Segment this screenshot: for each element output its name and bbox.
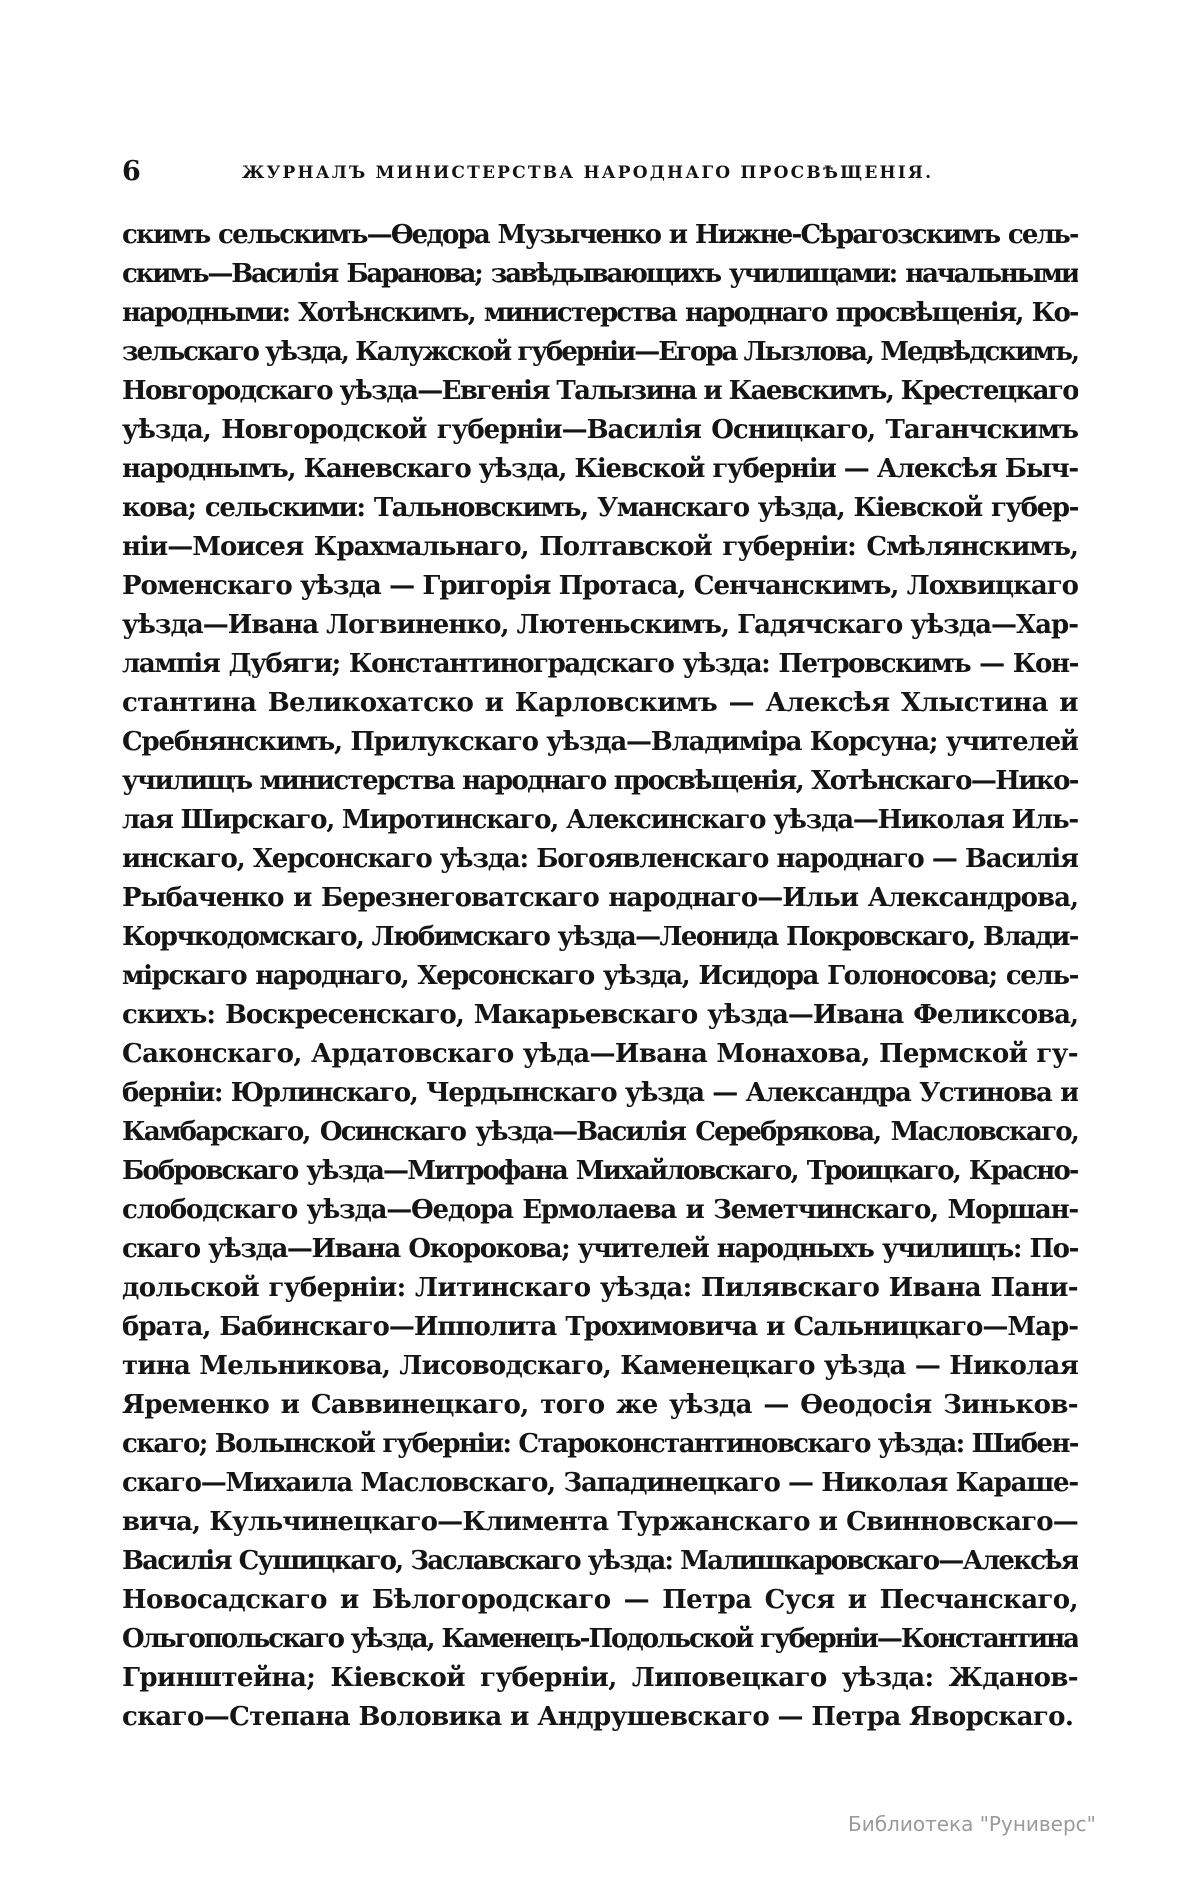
text-line: Сребнянскимъ, Прилукскаго уѣзда—Владиміра Корсуна; учителей (122, 727, 1078, 757)
text-line: скаго—Степана Воловика и Андрушевскаго — Петра Яворскаго. (122, 1702, 1074, 1732)
library-watermark: Библиотека "Руниверс" (848, 1812, 1096, 1836)
text-line: берніи: Юрлинскаго, Чердынскаго уѣзда — Александра Устинова и (122, 1078, 1078, 1108)
body-text (122, 216, 1078, 1737)
text-line: уѣзда, Новгородской губерніи—Василія Осницкаго, Таганчскимъ (122, 415, 1078, 445)
text-line: слободскаго уѣзда—Ѳедора Ермолаева и Земетчинскаго, Моршан- (122, 1195, 1078, 1225)
text-line: Новосадскаго и Бѣлогородскаго — Петра Суся и Песчанскаго, (122, 1585, 1078, 1615)
text-line: Роменскаго уѣзда — Григорія Протаса, Сенчанскимъ, Лохвицкаго (122, 571, 1078, 601)
text-line: Новгородскаго уѣзда—Евгенія Талызина и Каевскимъ, Крестецкаго (122, 376, 1078, 406)
text-line: Корчкодомскаго, Любимскаго уѣзда—Леонида Покровскаго, Влади- (122, 922, 1078, 952)
text-line: Василія Сушицкаго, Заславскаго уѣзда: Малишкаровскаго—Алексѣя (122, 1546, 1078, 1576)
page-number: 6 (122, 156, 141, 187)
text-line: Яременко и Саввинецкаго, того же уѣзда — Ѳеодосія Зиньков- (122, 1390, 1078, 1420)
text-line: лампія Дубяги; Константиноградскаго уѣзда: Петровскимъ — Кон- (122, 649, 1078, 679)
text-line: народнымъ, Каневскаго уѣзда, Кіевской губерніи — Алексѣя Быч- (122, 454, 1078, 484)
text-line: стантина Великохатско и Карловскимъ — Алексѣя Хлыстина и (122, 688, 1078, 718)
text-line: скаго—Михаила Масловскаго, Западинецкаго — Николая Караше- (122, 1468, 1078, 1498)
text-line: Бобровскаго уѣзда—Митрофана Михайловскаго, Троицкаго, Красно- (122, 1156, 1078, 1186)
text-line: инскаго, Херсонскаго уѣзда: Богоявленскаго народнаго — Василія (122, 844, 1078, 874)
text-line: Гринштейна; Кіевской губерніи, Липовецкаго уѣзда: Жданов- (122, 1663, 1078, 1693)
text-line: скимъ—Василія Баранова; завѣдывающихъ училищами: начальными (122, 259, 1078, 289)
text-line: мірскаго народнаго, Херсонскаго уѣзда, Исидора Голоносова; сель- (122, 961, 1078, 991)
text-line: Ольгопольскаго уѣзда, Каменецъ-Подольской губерніи—Константина (122, 1624, 1078, 1654)
text-line: народными: Хотѣнскимъ, министерства народнаго просвѣщенія, Ко- (122, 298, 1078, 328)
text-line: тина Мельникова, Лисоводскаго, Каменецкаго уѣзда — Николая (122, 1351, 1078, 1381)
text-line: брата, Бабинскаго—Ипполита Трохимовича и Сальницкаго—Мар- (122, 1312, 1078, 1342)
text-line: дольской губерніи: Литинскаго уѣзда: Пилявскаго Ивана Пани- (122, 1273, 1078, 1303)
text-line: Камбарскаго, Осинскаго уѣзда—Василія Серебрякова, Масловскаго, (122, 1117, 1078, 1147)
text-line: вича, Кульчинецкаго—Климента Туржанскаго и Свинновскаго— (122, 1507, 1078, 1537)
text-line: скаго уѣзда—Ивана Окорокова; учителей народныхъ училищъ: По- (122, 1234, 1078, 1264)
text-line: ніи—Моисея Крахмальнаго, Полтавской губерніи: Смѣлянскимъ, (122, 532, 1078, 562)
text-line: скаго; Волынской губерніи: Староконстантиновскаго уѣзда: Шибен- (122, 1429, 1078, 1459)
text-line: скимъ сельскимъ—Ѳедора Музыченко и Нижне-Сѣрагозскимъ сель- (122, 220, 1078, 250)
text-line: скихъ: Воскресенскаго, Макарьевскаго уѣзда—Ивана Феликсова, (122, 1000, 1078, 1030)
page-header (122, 152, 952, 192)
text-line: Саконскаго, Ардатовскаго уѣда—Ивана Монахова, Пермской гу- (122, 1039, 1078, 1069)
text-line: уѣзда—Ивана Логвиненко, Лютеньскимъ, Гадячскаго уѣзда—Хар- (122, 610, 1078, 640)
text-line: училищъ министерства народнаго просвѣщенія, Хотѣнскаго—Нико- (122, 766, 1078, 796)
text-line: зельскаго уѣзда, Калужской губерніи—Егора Лызлова, Медвѣдскимъ, (122, 337, 1078, 367)
text-line: лая Ширскаго, Миротинскаго, Алексинскаго уѣзда—Николая Иль- (122, 805, 1078, 835)
text-line: Рыбаченко и Березнеговатскаго народнаго—Ильи Александрова, (122, 883, 1078, 913)
text-line: кова; сельскими: Тальновскимъ, Уманскаго уѣзда, Кіевской губер- (122, 493, 1078, 523)
running-title: ЖУРНАЛЪ МИНИСТЕРСТВА НАРОДНАГО ПРОСВѢЩЕНІЯ. (242, 163, 934, 183)
